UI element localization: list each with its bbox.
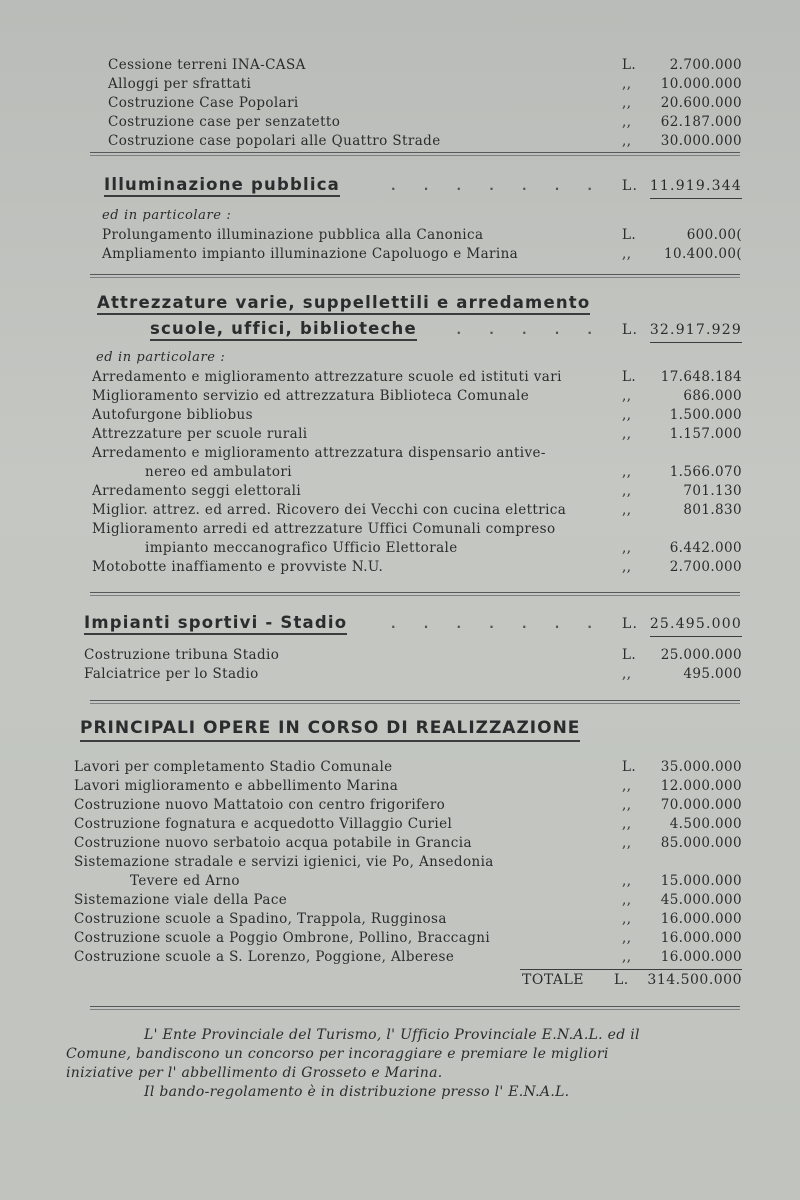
item-description: Autofurgone bibliobus	[92, 407, 253, 423]
item-amount: 17.648.184	[660, 369, 742, 385]
item-amount: 1.500.000	[669, 407, 742, 423]
item-description: nereo ed ambulatori	[145, 464, 292, 480]
item-amount: 686.000	[683, 388, 742, 404]
item-currency: ,,	[622, 930, 632, 946]
separator	[90, 700, 740, 704]
item-description: Lavori per completamento Stadio Comunale	[74, 759, 393, 775]
section-total: 32.917.929	[650, 318, 742, 343]
line-item	[0, 872, 800, 891]
item-currency: L.	[622, 647, 637, 663]
item-description: Costruzione nuovo serbatoio acqua potabile in Grancia	[74, 835, 472, 851]
separator	[90, 1006, 740, 1010]
item-currency: ,,	[622, 388, 632, 404]
heading-text: Attrezzature varie, suppellettili e arredamento	[97, 292, 590, 315]
subheading: ed in particolare :	[96, 350, 226, 365]
item-description: Ampliamento impianto illuminazione Capoluogo e Marina	[102, 246, 519, 262]
item-amount: 20.600.000	[660, 95, 742, 111]
item-amount: 6.442.000	[669, 540, 742, 556]
attrezzature-section	[0, 292, 800, 577]
line-item	[0, 520, 800, 539]
item-currency: ,,	[622, 426, 632, 442]
line-item	[0, 245, 800, 264]
item-amount: 2.700.000	[669, 57, 742, 73]
heading-text: Illuminazione pubblica	[104, 174, 340, 197]
impianti-section	[0, 612, 800, 684]
heading-text: scuole, uffici, biblioteche	[150, 318, 417, 341]
line-item	[0, 425, 800, 444]
item-description: Sistemazione viale della Pace	[74, 892, 288, 908]
separator	[90, 592, 740, 596]
illuminazione-section	[0, 174, 800, 264]
item-currency: ,,	[622, 246, 632, 262]
line-item	[0, 948, 800, 967]
item-description: Arredamento e miglioramento attrezzature scuole ed istituti vari	[92, 369, 562, 385]
item-amount: 495.000	[683, 666, 742, 682]
subheading: ed in particolare :	[102, 208, 232, 223]
note-line: Il bando-regolamento è in distribuzione presso l' E.N.A.L.	[144, 1084, 570, 1100]
separator	[90, 274, 740, 278]
total-row	[0, 969, 800, 991]
line-item	[0, 929, 800, 948]
item-currency: ,,	[622, 76, 632, 92]
line-item	[0, 387, 800, 406]
item-currency: ,,	[622, 114, 632, 130]
line-item	[0, 796, 800, 815]
line-item	[0, 463, 800, 482]
item-description: Costruzione scuole a Spadino, Trappola, Rugginosa	[74, 911, 447, 927]
line-item	[0, 665, 800, 684]
item-amount: 45.000.000	[660, 892, 742, 908]
item-amount: 35.000.000	[660, 759, 742, 775]
line-item	[0, 368, 800, 387]
item-currency: ,,	[622, 892, 632, 908]
item-amount: 15.000.000	[660, 873, 742, 889]
item-currency: ,,	[622, 835, 632, 851]
line-item	[0, 226, 800, 245]
line-item	[0, 75, 800, 94]
line-item	[0, 910, 800, 929]
item-currency: ,,	[622, 797, 632, 813]
item-amount: 85.000.000	[660, 835, 742, 851]
item-description: Costruzione nuovo Mattatoio con centro frigorifero	[74, 797, 446, 813]
item-currency: ,,	[622, 873, 632, 889]
attrezzature-items	[0, 368, 800, 577]
leader-dots: . . . . .	[456, 323, 604, 337]
line-item	[0, 777, 800, 796]
item-description: Falciatrice per lo Stadio	[84, 666, 259, 682]
line-item	[0, 646, 800, 665]
item-amount: 70.000.000	[660, 797, 742, 813]
section-heading-cont	[0, 318, 800, 342]
total-currency: L.	[614, 972, 629, 988]
item-currency: ,,	[622, 666, 632, 682]
item-amount: 701.130	[683, 483, 742, 499]
line-item	[0, 501, 800, 520]
item-amount: 62.187.000	[660, 114, 742, 130]
item-currency: ,,	[622, 95, 632, 111]
leader-dots: . . . . . . .	[391, 179, 604, 193]
section-heading	[0, 292, 800, 316]
item-amount: 801.830	[683, 502, 742, 518]
line-item	[0, 758, 800, 777]
item-currency: L.	[622, 369, 637, 385]
item-currency: ,,	[622, 816, 632, 832]
item-currency: ,,	[622, 949, 632, 965]
impianti-items	[0, 646, 800, 684]
line-item	[0, 132, 800, 151]
line-item	[0, 891, 800, 910]
item-currency: ,,	[622, 502, 632, 518]
line-item	[0, 834, 800, 853]
item-amount: 2.700.000	[669, 559, 742, 575]
item-description: Costruzione case per senzatetto	[108, 114, 341, 130]
currency: L.	[622, 322, 639, 338]
line-item	[0, 815, 800, 834]
section-heading	[0, 612, 800, 636]
item-description: Sistemazione stradale e servizi igienici, vie Po, Ansedonia	[74, 854, 494, 870]
line-item	[0, 482, 800, 501]
footer-note	[66, 1026, 742, 1102]
opere-section	[0, 716, 800, 991]
item-currency: L.	[622, 57, 637, 73]
line-item	[0, 56, 800, 75]
item-description: Costruzione scuole a Poggio Ombrone, Pollino, Braccagni	[74, 930, 491, 946]
item-amount: 25.000.000	[660, 647, 742, 663]
note-line: Comune, bandiscono un concorso per incoraggiare e premiare le migliori	[66, 1046, 609, 1062]
note-line: L' Ente Provinciale del Turismo, l' Ufficio Provinciale E.N.A.L. ed il	[144, 1027, 640, 1043]
item-amount: 600.00(	[686, 227, 742, 243]
item-currency: ,,	[622, 407, 632, 423]
item-amount: 16.000.000	[660, 949, 742, 965]
item-currency: ,,	[622, 483, 632, 499]
note-line: iniziative per l' abbellimento di Grosseto e Marina.	[66, 1065, 443, 1081]
currency: L.	[622, 178, 639, 194]
item-amount: 16.000.000	[660, 911, 742, 927]
separator	[90, 152, 740, 156]
item-amount: 10.000.000	[660, 76, 742, 92]
leader-dots: . . . . . . .	[391, 617, 604, 631]
item-amount: 1.157.000	[669, 426, 742, 442]
item-currency: L.	[622, 227, 637, 243]
line-item	[0, 853, 800, 872]
item-description: Arredamento e miglioramento attrezzatura dispensario antive-	[92, 445, 546, 461]
item-description: Costruzione Case Popolari	[108, 95, 299, 111]
section-heading	[0, 174, 800, 198]
item-currency: ,,	[622, 911, 632, 927]
line-item	[0, 406, 800, 425]
total-label: TOTALE	[522, 972, 585, 988]
line-item	[0, 444, 800, 463]
item-description: Attrezzature per scuole rurali	[92, 426, 308, 442]
item-description: Miglior. attrez. ed arred. Ricovero dei Vecchi con cucina elettrica	[92, 502, 567, 518]
section-heading	[0, 716, 800, 744]
item-description: Costruzione scuole a S. Lorenzo, Poggione, Alberese	[74, 949, 455, 965]
line-item	[0, 113, 800, 132]
item-description: Motobotte inaffiamento e provviste N.U.	[92, 559, 384, 575]
item-description: Lavori miglioramento e abbellimento Marina	[74, 778, 399, 794]
item-currency: L.	[622, 759, 637, 775]
item-currency: ,,	[622, 778, 632, 794]
section-total: 11.919.344	[650, 174, 742, 199]
item-description: Costruzione case popolari alle Quattro Strade	[108, 133, 441, 149]
item-description: impianto meccanografico Ufficio Elettorale	[145, 540, 458, 556]
item-description: Alloggi per sfrattati	[108, 76, 252, 92]
section-total: 25.495.000	[650, 612, 742, 637]
item-amount: 4.500.000	[669, 816, 742, 832]
line-item	[0, 558, 800, 577]
illuminazione-items	[0, 226, 800, 264]
item-currency: ,,	[622, 464, 632, 480]
item-description: Cessione terreni INA-CASA	[108, 57, 306, 73]
line-item	[0, 539, 800, 558]
currency: L.	[622, 616, 639, 632]
case-popolari-section	[0, 56, 800, 151]
grand-total: 314.500.000	[647, 972, 742, 988]
item-description: Miglioramento arredi ed attrezzature Uffici Comunali compreso	[92, 521, 556, 537]
item-description: Arredamento seggi elettorali	[92, 483, 302, 499]
item-amount: 12.000.000	[660, 778, 742, 794]
opere-items	[0, 758, 800, 967]
item-description: Tevere ed Arno	[130, 873, 240, 889]
heading-text: PRINCIPALI OPERE IN CORSO DI REALIZZAZIONE	[80, 716, 580, 742]
item-currency: ,,	[622, 540, 632, 556]
item-description: Prolungamento illuminazione pubblica alla Canonica	[102, 227, 484, 243]
item-amount: 10.400.00(	[664, 246, 742, 262]
item-currency: ,,	[622, 133, 632, 149]
heading-text: Impianti sportivi - Stadio	[84, 612, 347, 635]
item-description: Miglioramento servizio ed attrezzatura Biblioteca Comunale	[92, 388, 530, 404]
line-item	[0, 94, 800, 113]
item-amount: 16.000.000	[660, 930, 742, 946]
item-description: Costruzione fognatura e acquedotto Villaggio Curiel	[74, 816, 453, 832]
item-amount: 30.000.000	[660, 133, 742, 149]
item-currency: ,,	[622, 559, 632, 575]
item-description: Costruzione tribuna Stadio	[84, 647, 280, 663]
item-amount: 1.566.070	[669, 464, 742, 480]
